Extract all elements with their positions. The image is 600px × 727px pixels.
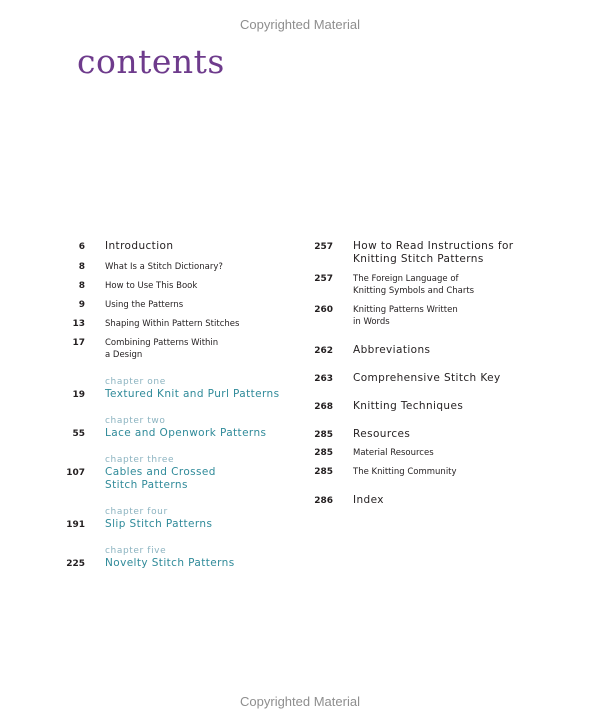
toc-page-number: 285 (314, 448, 333, 458)
page-title: contents (77, 42, 225, 81)
toc-entry (60, 318, 300, 330)
watermark-top: Copyrighted Material (240, 17, 360, 32)
toc-subentry-title: Shaping Within Pattern Stitches (105, 319, 240, 329)
toc-page-number: 262 (314, 346, 333, 356)
toc-entry (60, 299, 300, 311)
chapter-label: chapter five (105, 546, 167, 556)
toc-entry (308, 494, 548, 507)
chapter-label: chapter three (105, 455, 175, 465)
toc-page-number: 263 (314, 374, 333, 384)
toc-entry (60, 415, 300, 440)
toc-page-number: 191 (66, 520, 85, 530)
toc-entry (60, 545, 300, 570)
toc-entry (308, 466, 548, 478)
toc-subentry-title: The Knitting Community (353, 467, 457, 477)
toc-entry (60, 280, 300, 292)
toc-page-number: 257 (314, 242, 333, 252)
toc-page-number: 19 (72, 390, 85, 400)
toc-entry (308, 428, 548, 441)
toc-subentry-title: The Foreign Language of Knitting Symbols and Charts (353, 274, 475, 296)
toc-entry-title: Index (353, 494, 384, 506)
toc-page-number: 285 (314, 467, 333, 477)
toc-page-number: 225 (66, 559, 85, 569)
toc-entry (60, 506, 300, 531)
toc-subentry-title: Combining Patterns Within a Design (105, 338, 219, 360)
toc-page-number: 8 (78, 262, 85, 272)
watermark-bottom: Copyrighted Material (240, 694, 360, 709)
toc-subentry-title: Material Resources (353, 448, 434, 458)
chapter-title: Novelty Stitch Patterns (105, 557, 235, 569)
toc-entry (308, 273, 548, 297)
toc-entry-title: How to Read Instructions for Knitting Stitch Patterns (353, 240, 514, 265)
toc-entry (60, 454, 300, 492)
toc-page-number: 260 (314, 305, 333, 315)
toc-page-number: 107 (66, 468, 85, 478)
toc-page-number: 257 (314, 274, 333, 284)
toc-entry (308, 240, 548, 266)
toc-entry (60, 376, 300, 401)
toc-page-number: 268 (314, 402, 333, 412)
chapter-title: Cables and Crossed Stitch Patterns (105, 466, 216, 491)
toc-entry (308, 447, 548, 459)
toc-page-number: 9 (78, 300, 85, 310)
toc-page-number: 55 (72, 429, 85, 439)
toc-entry (308, 400, 548, 413)
toc-entry (308, 344, 548, 357)
toc-page-number: 286 (314, 496, 333, 506)
toc-page-number: 8 (78, 281, 85, 291)
chapter-title: Lace and Openwork Patterns (105, 427, 267, 439)
toc-page-number: 13 (72, 319, 85, 329)
chapter-label: chapter two (105, 416, 166, 426)
toc-subentry-title: Knitting Patterns Written in Words (353, 305, 458, 327)
toc-entry (308, 304, 548, 328)
chapter-title: Textured Knit and Purl Patterns (105, 388, 280, 400)
toc-subentry-title: Using the Patterns (105, 300, 184, 310)
toc-entry-title: Introduction (105, 240, 174, 252)
toc-entry-title: Abbreviations (353, 344, 431, 356)
toc-entry (60, 261, 300, 273)
toc-entry-title: Resources (353, 428, 411, 440)
chapter-label: chapter one (105, 377, 166, 387)
toc-subentry-title: How to Use This Book (105, 281, 198, 291)
toc-entry-title: Knitting Techniques (353, 400, 464, 412)
toc-subentry-title: What Is a Stitch Dictionary? (105, 262, 223, 272)
toc-page-number: 6 (78, 242, 85, 252)
toc-entry (60, 337, 300, 361)
chapter-title: Slip Stitch Patterns (105, 518, 213, 530)
toc-entry (60, 240, 300, 253)
chapter-label: chapter four (105, 507, 168, 517)
toc-entry-title: Comprehensive Stitch Key (353, 372, 501, 384)
toc-page-number: 285 (314, 430, 333, 440)
toc-page-number: 17 (72, 338, 85, 348)
toc-entry (308, 372, 548, 385)
